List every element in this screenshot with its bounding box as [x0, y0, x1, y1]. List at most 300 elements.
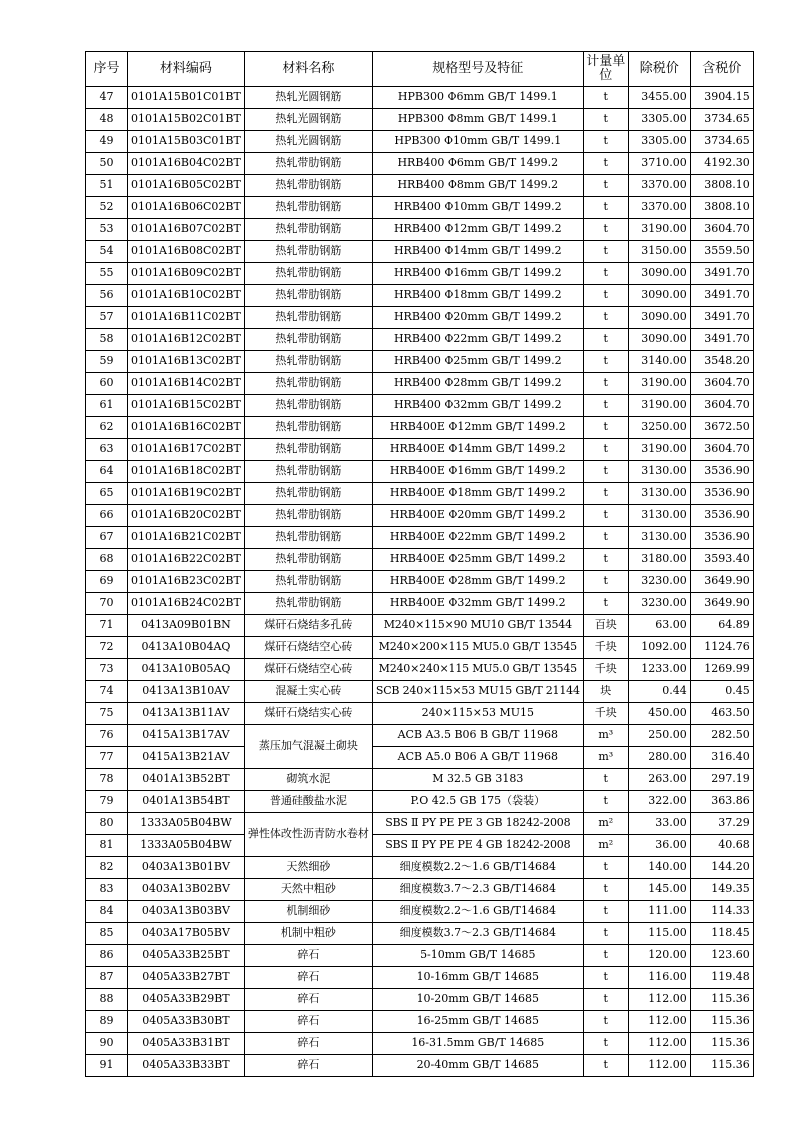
material-name-cell: 碎石: [244, 967, 372, 989]
price-ex-tax-cell: 120.00: [628, 945, 690, 967]
table-row: [86, 923, 754, 945]
row-number-cell: 74: [86, 681, 128, 703]
table-row: [86, 373, 754, 395]
price-ex-tax-cell: 3305.00: [628, 131, 690, 153]
spec-cell: 细度模数2.2～1.6 GB/T14684: [372, 901, 583, 923]
price-ex-tax-cell: 3710.00: [628, 153, 690, 175]
row-number-cell: 67: [86, 527, 128, 549]
unit-cell: t: [583, 219, 628, 241]
unit-cell: t: [583, 395, 628, 417]
material-code-cell: 0101A16B19C02BT: [128, 483, 245, 505]
material-name-cell: 热轧光圆钢筋: [244, 87, 372, 109]
price-ex-tax-cell: 280.00: [628, 747, 690, 769]
table-row: [86, 109, 754, 131]
unit-cell: m²: [583, 813, 628, 835]
unit-cell: t: [583, 175, 628, 197]
spec-cell: M 32.5 GB 3183: [372, 769, 583, 791]
unit-cell: t: [583, 989, 628, 1011]
row-number-cell: 85: [86, 923, 128, 945]
material-name-cell: 热轧带肋钢筋: [244, 373, 372, 395]
spec-cell: HRB400 Φ20mm GB/T 1499.2: [372, 307, 583, 329]
table-row: [86, 505, 754, 527]
price-in-tax-cell: 3604.70: [690, 373, 753, 395]
unit-cell: t: [583, 241, 628, 263]
row-number-cell: 71: [86, 615, 128, 637]
table-row: [86, 615, 754, 637]
spec-cell: M240×115×90 MU10 GB/T 13544: [372, 615, 583, 637]
price-in-tax-cell: 115.36: [690, 1033, 753, 1055]
material-name-cell: 煤矸石烧结空心砖: [244, 659, 372, 681]
row-number-cell: 83: [86, 879, 128, 901]
price-ex-tax-cell: 3370.00: [628, 175, 690, 197]
spec-cell: HRB400 Φ10mm GB/T 1499.2: [372, 197, 583, 219]
spec-cell: HRB400 Φ28mm GB/T 1499.2: [372, 373, 583, 395]
material-code-cell: 0401A13B52BT: [128, 769, 245, 791]
row-number-cell: 52: [86, 197, 128, 219]
unit-cell: t: [583, 329, 628, 351]
price-in-tax-cell: 3536.90: [690, 483, 753, 505]
spec-cell: P.O 42.5 GB 175（袋装）: [372, 791, 583, 813]
row-number-cell: 84: [86, 901, 128, 923]
row-number-cell: 51: [86, 175, 128, 197]
unit-cell: m²: [583, 835, 628, 857]
table-row: [86, 945, 754, 967]
unit-cell: t: [583, 109, 628, 131]
row-number-cell: 89: [86, 1011, 128, 1033]
material-name-cell: 热轧光圆钢筋: [244, 109, 372, 131]
material-code-cell: 0413A10B04AQ: [128, 637, 245, 659]
row-number-cell: 78: [86, 769, 128, 791]
price-in-tax-cell: 297.19: [690, 769, 753, 791]
table-row: [86, 395, 754, 417]
price-in-tax-cell: 3491.70: [690, 285, 753, 307]
price-in-tax-cell: 123.60: [690, 945, 753, 967]
unit-cell: t: [583, 87, 628, 109]
material-code-cell: 0101A16B10C02BT: [128, 285, 245, 307]
spec-cell: SBS Ⅱ PY PE PE 4 GB 18242-2008: [372, 835, 583, 857]
table-row: [86, 681, 754, 703]
material-name-cell: 碎石: [244, 1011, 372, 1033]
table-row: [86, 285, 754, 307]
material-code-cell: 0101A16B04C02BT: [128, 153, 245, 175]
material-code-cell: 0413A09B01BN: [128, 615, 245, 637]
unit-cell: 千块: [583, 637, 628, 659]
price-in-tax-cell: 3904.15: [690, 87, 753, 109]
unit-cell: t: [583, 351, 628, 373]
material-code-cell: 0415A13B17AV: [128, 725, 245, 747]
spec-cell: 10-20mm GB/T 14685: [372, 989, 583, 1011]
spec-cell: SBS Ⅱ PY PE PE 3 GB 18242-2008: [372, 813, 583, 835]
material-code-cell: 0101A16B20C02BT: [128, 505, 245, 527]
row-number-cell: 55: [86, 263, 128, 285]
material-name-cell: 热轧带肋钢筋: [244, 153, 372, 175]
table-row: [86, 439, 754, 461]
spec-cell: 240×115×53 MU15: [372, 703, 583, 725]
unit-cell: t: [583, 197, 628, 219]
table-body: [86, 87, 754, 1077]
price-ex-tax-cell: 3190.00: [628, 439, 690, 461]
spec-cell: 5-10mm GB/T 14685: [372, 945, 583, 967]
price-in-tax-cell: 144.20: [690, 857, 753, 879]
table-header: [86, 52, 754, 87]
material-name-cell: 碎石: [244, 1033, 372, 1055]
material-code-cell: 0101A16B21C02BT: [128, 527, 245, 549]
table-row: [86, 483, 754, 505]
material-name-cell: 碎石: [244, 1055, 372, 1077]
price-in-tax-cell: 3672.50: [690, 417, 753, 439]
header-unit: 计量单位: [583, 52, 628, 87]
material-code-cell: 0403A13B01BV: [128, 857, 245, 879]
price-ex-tax-cell: 3090.00: [628, 263, 690, 285]
material-code-cell: 0403A17B05BV: [128, 923, 245, 945]
material-code-cell: 0415A13B21AV: [128, 747, 245, 769]
row-number-cell: 70: [86, 593, 128, 615]
unit-cell: t: [583, 923, 628, 945]
material-name-cell: 热轧带肋钢筋: [244, 505, 372, 527]
price-ex-tax-cell: 33.00: [628, 813, 690, 835]
price-in-tax-cell: 3649.90: [690, 593, 753, 615]
material-code-cell: 0101A16B11C02BT: [128, 307, 245, 329]
price-in-tax-cell: 3536.90: [690, 527, 753, 549]
header-price-ex-tax: 除税价: [628, 52, 690, 87]
spec-cell: HRB400E Φ16mm GB/T 1499.2: [372, 461, 583, 483]
header-row: [86, 52, 754, 87]
price-in-tax-cell: 3536.90: [690, 505, 753, 527]
price-in-tax-cell: 282.50: [690, 725, 753, 747]
price-ex-tax-cell: 3130.00: [628, 483, 690, 505]
spec-cell: HRB400E Φ12mm GB/T 1499.2: [372, 417, 583, 439]
unit-cell: t: [583, 285, 628, 307]
table-row: [86, 175, 754, 197]
material-name-cell: 机制中粗砂: [244, 923, 372, 945]
material-code-cell: 0101A16B24C02BT: [128, 593, 245, 615]
price-ex-tax-cell: 63.00: [628, 615, 690, 637]
material-code-cell: 0101A16B16C02BT: [128, 417, 245, 439]
price-ex-tax-cell: 140.00: [628, 857, 690, 879]
table-row: [86, 461, 754, 483]
material-code-cell: 0101A16B17C02BT: [128, 439, 245, 461]
row-number-cell: 61: [86, 395, 128, 417]
material-code-cell: 0405A33B33BT: [128, 1055, 245, 1077]
price-ex-tax-cell: 3190.00: [628, 219, 690, 241]
unit-cell: t: [583, 153, 628, 175]
material-code-cell: 0101A16B07C02BT: [128, 219, 245, 241]
unit-cell: m³: [583, 725, 628, 747]
row-number-cell: 48: [86, 109, 128, 131]
price-in-tax-cell: 3604.70: [690, 439, 753, 461]
unit-cell: t: [583, 417, 628, 439]
material-code-cell: 0413A13B11AV: [128, 703, 245, 725]
unit-cell: t: [583, 439, 628, 461]
table-row: [86, 329, 754, 351]
material-name-cell: 热轧带肋钢筋: [244, 329, 372, 351]
price-ex-tax-cell: 111.00: [628, 901, 690, 923]
material-name-cell: 砌筑水泥: [244, 769, 372, 791]
price-in-tax-cell: 118.45: [690, 923, 753, 945]
unit-cell: t: [583, 549, 628, 571]
price-table: [85, 51, 754, 1077]
table-row: [86, 1055, 754, 1077]
row-number-cell: 77: [86, 747, 128, 769]
table-row: [86, 791, 754, 813]
material-code-cell: 0101A15B01C01BT: [128, 87, 245, 109]
price-ex-tax-cell: 3230.00: [628, 593, 690, 615]
row-number-cell: 82: [86, 857, 128, 879]
unit-cell: t: [583, 901, 628, 923]
row-number-cell: 79: [86, 791, 128, 813]
price-ex-tax-cell: 250.00: [628, 725, 690, 747]
spec-cell: HRB400 Φ25mm GB/T 1499.2: [372, 351, 583, 373]
spec-cell: HRB400 Φ32mm GB/T 1499.2: [372, 395, 583, 417]
material-code-cell: 0403A13B02BV: [128, 879, 245, 901]
material-name-cell: 热轧带肋钢筋: [244, 483, 372, 505]
material-name-cell: 热轧带肋钢筋: [244, 527, 372, 549]
price-in-tax-cell: 3593.40: [690, 549, 753, 571]
unit-cell: 百块: [583, 615, 628, 637]
row-number-cell: 66: [86, 505, 128, 527]
material-code-cell: 0101A15B02C01BT: [128, 109, 245, 131]
unit-cell: t: [583, 527, 628, 549]
table-row: [86, 769, 754, 791]
unit-cell: 块: [583, 681, 628, 703]
price-in-tax-cell: 3604.70: [690, 395, 753, 417]
table-row: [86, 1033, 754, 1055]
table-row: [86, 527, 754, 549]
header-code: 材料编码: [128, 52, 245, 87]
spec-cell: 细度模数3.7～2.3 GB/T14684: [372, 923, 583, 945]
material-code-cell: 0101A16B06C02BT: [128, 197, 245, 219]
unit-cell: t: [583, 263, 628, 285]
unit-cell: 千块: [583, 659, 628, 681]
unit-cell: t: [583, 307, 628, 329]
table-row: [86, 967, 754, 989]
material-name-cell: 热轧带肋钢筋: [244, 593, 372, 615]
price-ex-tax-cell: 112.00: [628, 1055, 690, 1077]
table-row: [86, 703, 754, 725]
row-number-cell: 58: [86, 329, 128, 351]
unit-cell: t: [583, 967, 628, 989]
spec-cell: HRB400E Φ22mm GB/T 1499.2: [372, 527, 583, 549]
material-name-cell: 热轧带肋钢筋: [244, 219, 372, 241]
row-number-cell: 54: [86, 241, 128, 263]
unit-cell: t: [583, 791, 628, 813]
spec-cell: HRB400 Φ12mm GB/T 1499.2: [372, 219, 583, 241]
price-ex-tax-cell: 3190.00: [628, 395, 690, 417]
material-name-cell: 热轧带肋钢筋: [244, 263, 372, 285]
unit-cell: t: [583, 1033, 628, 1055]
material-code-cell: 0101A16B22C02BT: [128, 549, 245, 571]
table-row: [86, 835, 754, 857]
price-ex-tax-cell: 145.00: [628, 879, 690, 901]
material-code-cell: 0101A16B05C02BT: [128, 175, 245, 197]
row-number-cell: 50: [86, 153, 128, 175]
table-row: [86, 153, 754, 175]
table-row: [86, 307, 754, 329]
price-ex-tax-cell: 3180.00: [628, 549, 690, 571]
table-row: [86, 263, 754, 285]
table-row: [86, 351, 754, 373]
material-code-cell: 0101A16B08C02BT: [128, 241, 245, 263]
spec-cell: 16-25mm GB/T 14685: [372, 1011, 583, 1033]
material-name-cell: 弹性体改性沥青防水卷材: [244, 813, 372, 857]
material-name-cell: 热轧带肋钢筋: [244, 439, 372, 461]
material-name-cell: 碎石: [244, 989, 372, 1011]
price-in-tax-cell: 363.86: [690, 791, 753, 813]
row-number-cell: 87: [86, 967, 128, 989]
table-row: [86, 87, 754, 109]
price-ex-tax-cell: 3305.00: [628, 109, 690, 131]
unit-cell: t: [583, 1055, 628, 1077]
price-ex-tax-cell: 3140.00: [628, 351, 690, 373]
unit-cell: m³: [583, 747, 628, 769]
spec-cell: 10-16mm GB/T 14685: [372, 967, 583, 989]
spec-cell: 16-31.5mm GB/T 14685: [372, 1033, 583, 1055]
material-name-cell: 热轧带肋钢筋: [244, 549, 372, 571]
price-in-tax-cell: 115.36: [690, 989, 753, 1011]
price-ex-tax-cell: 3370.00: [628, 197, 690, 219]
spec-cell: HRB400E Φ20mm GB/T 1499.2: [372, 505, 583, 527]
unit-cell: t: [583, 1011, 628, 1033]
row-number-cell: 62: [86, 417, 128, 439]
price-in-tax-cell: 3808.10: [690, 197, 753, 219]
row-number-cell: 88: [86, 989, 128, 1011]
price-in-tax-cell: 3491.70: [690, 307, 753, 329]
price-ex-tax-cell: 3130.00: [628, 527, 690, 549]
header-price-in-tax: 含税价: [690, 52, 753, 87]
material-code-cell: 0101A16B12C02BT: [128, 329, 245, 351]
material-code-cell: 0413A13B10AV: [128, 681, 245, 703]
material-name-cell: 碎石: [244, 945, 372, 967]
material-code-cell: 0101A15B03C01BT: [128, 131, 245, 153]
spec-cell: HRB400E Φ32mm GB/T 1499.2: [372, 593, 583, 615]
material-name-cell: 天然细砂: [244, 857, 372, 879]
price-in-tax-cell: 4192.30: [690, 153, 753, 175]
row-number-cell: 64: [86, 461, 128, 483]
header-spec: 规格型号及特征: [372, 52, 583, 87]
price-ex-tax-cell: 3090.00: [628, 307, 690, 329]
price-ex-tax-cell: 36.00: [628, 835, 690, 857]
spec-cell: HRB400E Φ14mm GB/T 1499.2: [372, 439, 583, 461]
table-row: [86, 417, 754, 439]
table-row: [86, 1011, 754, 1033]
material-name-cell: 煤矸石烧结实心砖: [244, 703, 372, 725]
price-in-tax-cell: 316.40: [690, 747, 753, 769]
row-number-cell: 49: [86, 131, 128, 153]
price-ex-tax-cell: 112.00: [628, 1011, 690, 1033]
row-number-cell: 76: [86, 725, 128, 747]
table-row: [86, 241, 754, 263]
material-code-cell: 0405A33B27BT: [128, 967, 245, 989]
material-name-cell: 热轧带肋钢筋: [244, 175, 372, 197]
spec-cell: HRB400 Φ6mm GB/T 1499.2: [372, 153, 583, 175]
table-row: [86, 989, 754, 1011]
row-number-cell: 68: [86, 549, 128, 571]
price-in-tax-cell: 1124.76: [690, 637, 753, 659]
price-ex-tax-cell: 112.00: [628, 1033, 690, 1055]
price-ex-tax-cell: 3150.00: [628, 241, 690, 263]
row-number-cell: 63: [86, 439, 128, 461]
material-name-cell: 煤矸石烧结空心砖: [244, 637, 372, 659]
spec-cell: HRB400 Φ14mm GB/T 1499.2: [372, 241, 583, 263]
price-in-tax-cell: 3491.70: [690, 263, 753, 285]
spec-cell: M240×240×115 MU5.0 GB/T 13545: [372, 659, 583, 681]
price-ex-tax-cell: 3190.00: [628, 373, 690, 395]
price-in-tax-cell: 1269.99: [690, 659, 753, 681]
row-number-cell: 59: [86, 351, 128, 373]
price-ex-tax-cell: 322.00: [628, 791, 690, 813]
price-in-tax-cell: 3734.65: [690, 109, 753, 131]
row-number-cell: 90: [86, 1033, 128, 1055]
material-code-cell: 0101A16B09C02BT: [128, 263, 245, 285]
spec-cell: HRB400 Φ18mm GB/T 1499.2: [372, 285, 583, 307]
table-row: [86, 901, 754, 923]
row-number-cell: 57: [86, 307, 128, 329]
price-in-tax-cell: 119.48: [690, 967, 753, 989]
price-ex-tax-cell: 3455.00: [628, 87, 690, 109]
material-name-cell: 蒸压加气混凝土砌块: [244, 725, 372, 769]
material-code-cell: 1333A05B04BW: [128, 835, 245, 857]
material-name-cell: 热轧带肋钢筋: [244, 307, 372, 329]
spec-cell: ACB A5.0 B06 A GB/T 11968: [372, 747, 583, 769]
material-code-cell: 0101A16B15C02BT: [128, 395, 245, 417]
unit-cell: t: [583, 769, 628, 791]
row-number-cell: 56: [86, 285, 128, 307]
price-in-tax-cell: 3649.90: [690, 571, 753, 593]
price-in-tax-cell: 115.36: [690, 1011, 753, 1033]
material-code-cell: 0405A33B29BT: [128, 989, 245, 1011]
price-ex-tax-cell: 0.44: [628, 681, 690, 703]
table-row: [86, 197, 754, 219]
unit-cell: t: [583, 879, 628, 901]
table-row: [86, 549, 754, 571]
price-in-tax-cell: 0.45: [690, 681, 753, 703]
price-in-tax-cell: 3491.70: [690, 329, 753, 351]
table-row: [86, 637, 754, 659]
material-name-cell: 热轧带肋钢筋: [244, 395, 372, 417]
row-number-cell: 86: [86, 945, 128, 967]
spec-cell: 20-40mm GB/T 14685: [372, 1055, 583, 1077]
price-ex-tax-cell: 450.00: [628, 703, 690, 725]
spec-cell: HRB400 Φ22mm GB/T 1499.2: [372, 329, 583, 351]
material-name-cell: 天然中粗砂: [244, 879, 372, 901]
material-code-cell: 0413A10B05AQ: [128, 659, 245, 681]
row-number-cell: 75: [86, 703, 128, 725]
table-row: [86, 571, 754, 593]
material-name-cell: 热轧带肋钢筋: [244, 461, 372, 483]
material-code-cell: 1333A05B04BW: [128, 813, 245, 835]
row-number-cell: 72: [86, 637, 128, 659]
material-code-cell: 0101A16B23C02BT: [128, 571, 245, 593]
material-code-cell: 0405A33B31BT: [128, 1033, 245, 1055]
spec-cell: HRB400E Φ18mm GB/T 1499.2: [372, 483, 583, 505]
price-ex-tax-cell: 263.00: [628, 769, 690, 791]
price-ex-tax-cell: 1233.00: [628, 659, 690, 681]
unit-cell: t: [583, 857, 628, 879]
material-name-cell: 热轧带肋钢筋: [244, 417, 372, 439]
table-row: [86, 879, 754, 901]
unit-cell: t: [583, 945, 628, 967]
table-row: [86, 747, 754, 769]
row-number-cell: 65: [86, 483, 128, 505]
header-no: 序号: [86, 52, 128, 87]
row-number-cell: 60: [86, 373, 128, 395]
unit-cell: t: [583, 593, 628, 615]
price-in-tax-cell: 3548.20: [690, 351, 753, 373]
unit-cell: t: [583, 571, 628, 593]
price-ex-tax-cell: 3130.00: [628, 505, 690, 527]
material-code-cell: 0401A13B54BT: [128, 791, 245, 813]
spec-cell: 细度模数3.7～2.3 GB/T14684: [372, 879, 583, 901]
